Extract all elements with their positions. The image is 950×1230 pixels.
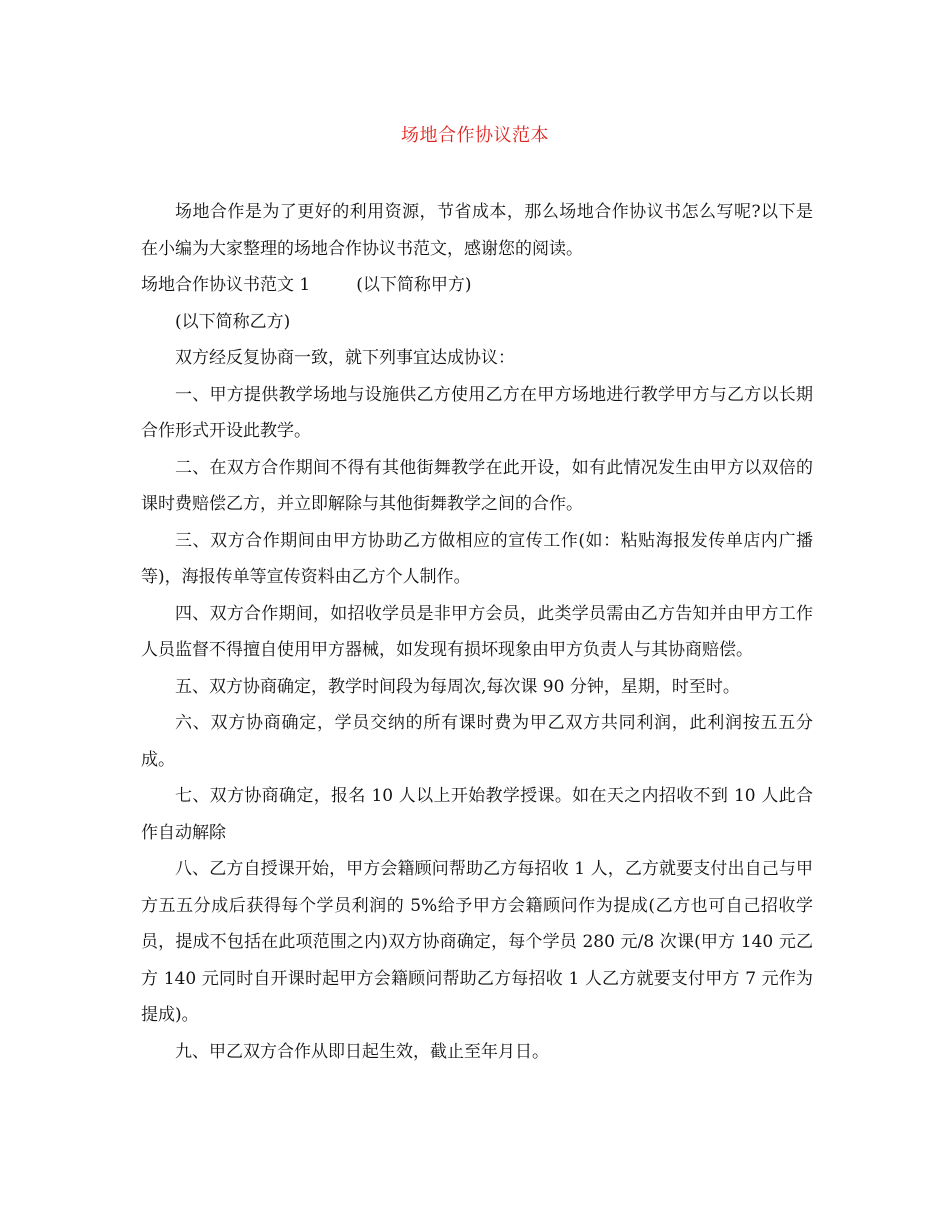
party-a-label: (以下简称甲方)	[356, 275, 472, 295]
sample-heading: 场地合作协议书范文 1	[141, 275, 311, 295]
document-body	[141, 194, 813, 1070]
document-title: 场地合作协议范本	[401, 125, 549, 146]
clause-5: 五、双方协商确定，教学时间段为每周次,每次课 90 分钟，星期，时至时。	[175, 676, 740, 697]
clause-9: 九、甲乙双方合作从即日起生效，截止至年月日。	[175, 1041, 549, 1062]
clause-4: 四、双方合作期间，如招收学员是非甲方会员，此类学员需由乙方告知并由甲方工作人员监督不得擅自使用甲方器械，如发现有损坏现象由甲方负责人与其协商赔偿。	[141, 603, 813, 660]
clause-3: 三、双方合作期间由甲方协助乙方做相应的宣传工作(如：粘贴海报发传单店内广播等)，海报传单等宣传资料由乙方个人制作。	[141, 530, 813, 587]
party-b-label: (以下简称乙方)	[175, 311, 291, 332]
preamble-paragraph: 双方经反复协商一致，就下列事宜达成协议：	[175, 348, 515, 368]
clause-7: 七、双方协商确定，报名 10 人以上开始教学授课。如在天之内招收不到 10 人此合作自动解除	[141, 786, 813, 843]
clause-2: 二、在双方合作期间不得有其他街舞教学在此开设，如有此情况发生由甲方以双倍的课时费赔偿乙方，并立即解除与其他街舞教学之间的合作。	[141, 457, 813, 514]
clause-6: 六、双方协商确定，学员交纳的所有课时费为甲乙双方共同利润，此利润按五五分成。	[141, 713, 813, 770]
clause-8: 八、乙方自授课开始，甲方会籍顾问帮助乙方每招收 1 人，乙方就要支付出自己与甲方五五分成后获得每个学员利润的 5%给予甲方会籍顾问作为提成(乙方也可自己招收学员，提成不包括在此项范围之内)双方协商确定，每个学员 280 元/8 次课(甲方 140 元乙方 140 元同时自开课时起甲方会籍顾问帮助乙方每招收 1 人乙方就要支付甲方 7 元作为提成)。	[141, 859, 813, 1025]
intro-paragraph: 场地合作是为了更好的利用资源，节省成本，那么场地合作协议书怎么写呢?以下是在小编为大家整理的场地合作协议书范文，感谢您的阅读。	[141, 202, 813, 259]
clause-1: 一、甲方提供教学场地与设施供乙方使用乙方在甲方场地进行教学甲方与乙方以长期合作形式开设此教学。	[141, 384, 813, 441]
sample-heading-line	[141, 267, 813, 304]
